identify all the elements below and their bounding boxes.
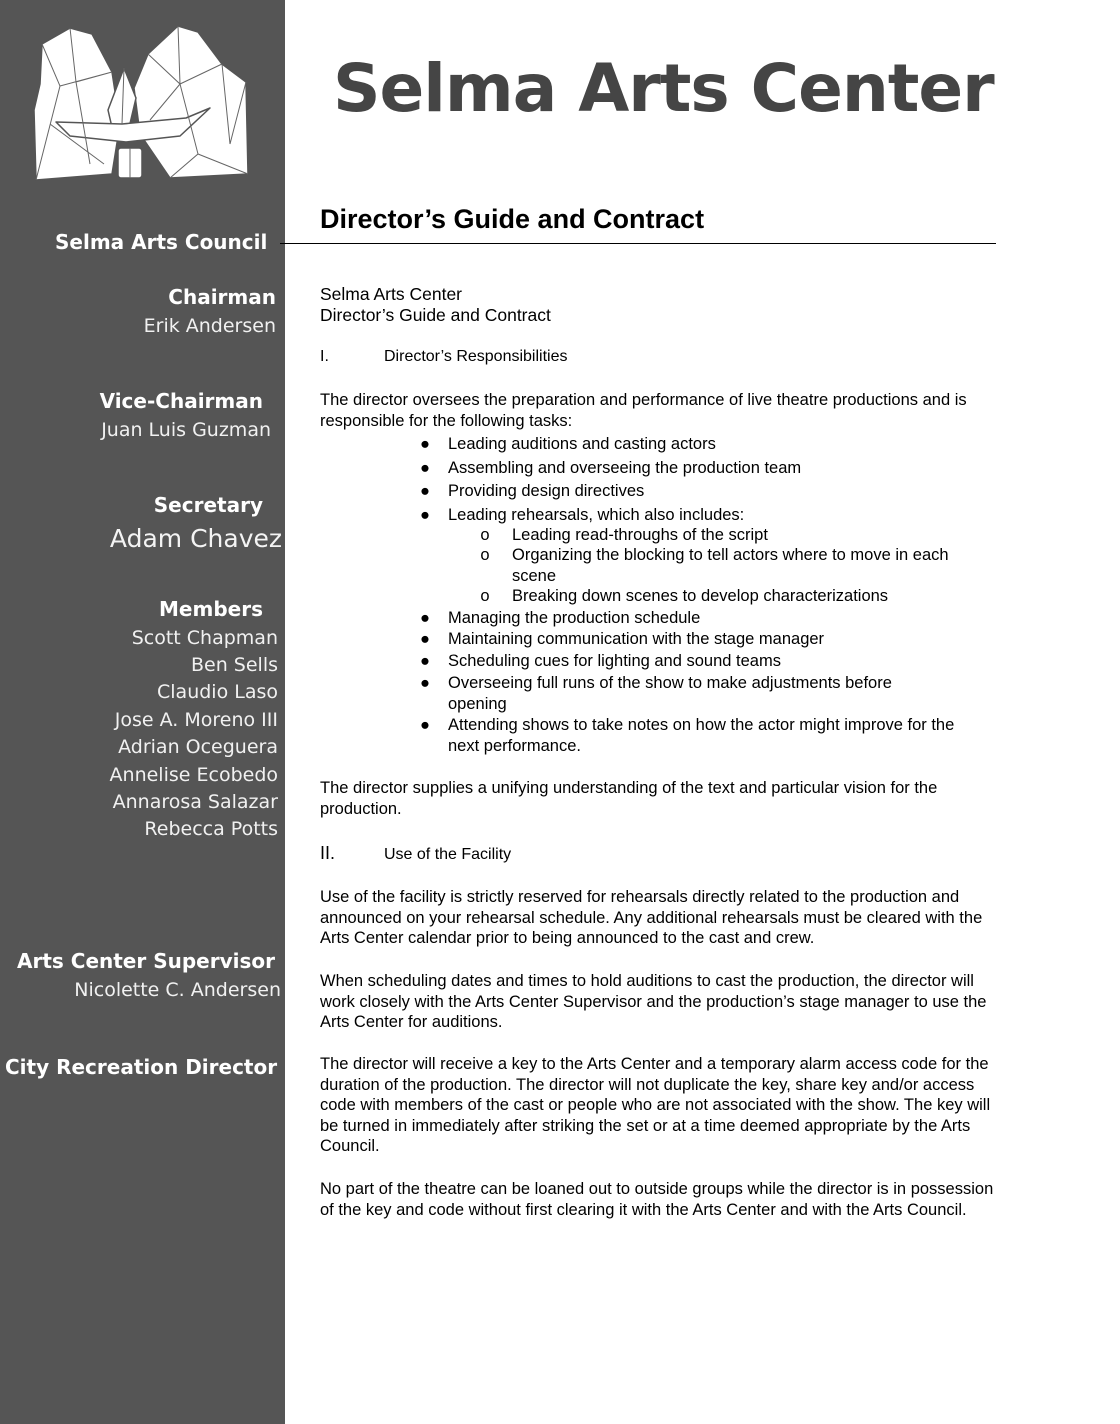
- supervisor-label: Arts Center Supervisor: [17, 949, 275, 973]
- council-title: Selma Arts Council: [55, 230, 268, 254]
- list-item: ● Attending shows to take notes on how the actor might improve for the next performance.: [448, 715, 988, 756]
- member-name: Claudio Laso: [157, 681, 278, 703]
- circle-bullet-icon: o: [480, 587, 490, 605]
- circle-bullet-icon: o: [480, 546, 490, 564]
- chairman-name: Erik Andersen: [143, 315, 276, 337]
- bullet-icon: ●: [420, 435, 430, 453]
- list-item: ● Overseeing full runs of the show to make adjustments before opening: [448, 673, 948, 714]
- list-item: ● Providing design directives: [448, 481, 988, 502]
- member-name: Ben Sells: [190, 654, 278, 676]
- intro-paragraph: The director oversees the preparation and performance of live theatre productions and is responsible for the following tasks:: [320, 391, 967, 430]
- members-label: Members: [159, 597, 263, 621]
- bullet-icon: ●: [420, 716, 430, 734]
- section-number: II.: [320, 843, 336, 863]
- chairman-label: Chairman: [168, 285, 276, 309]
- list-item: ● Leading auditions and casting actors: [448, 434, 988, 455]
- auditions-paragraph: When scheduling dates and times to hold auditions to cast the production, the director will work closely with the Arts Center Supervisor and the production’s stage manager to use the Arts Center for auditions.: [320, 972, 987, 1032]
- arts-center-logo: [30, 24, 250, 184]
- document-title: Director’s Guide and Contract: [320, 204, 705, 234]
- bullet-icon: ●: [420, 630, 430, 648]
- key-paragraph: The director will receive a key to the Arts Center and a temporary alarm access code for the duration of the production. The director will not duplicate the key, share key and/or access code with members of the cast or people who are not associated with the show. The key will be turned in immediately after striking the set or at a time deemed appropriate by the Arts Council.: [320, 1055, 991, 1156]
- sub-list-item: o Leading read-throughs of the script: [512, 525, 992, 546]
- section-heading-2: [320, 843, 511, 864]
- recreation-director-label: City Recreation Director: [5, 1055, 278, 1079]
- member-name: Rebecca Potts: [144, 818, 278, 840]
- list-item: ● Leading rehearsals, which also includes:: [448, 505, 988, 526]
- sidebar: [0, 0, 285, 1424]
- section-heading-1: [320, 348, 567, 366]
- section-title: Director’s Responsibilities: [384, 348, 568, 365]
- bullet-icon: ●: [420, 506, 430, 524]
- sub-list-item: o Breaking down scenes to develop characterizations: [512, 586, 992, 607]
- list-item: ● Maintaining communication with the stage manager: [448, 629, 988, 650]
- list-item: ● Assembling and overseeing the production team: [448, 458, 988, 479]
- member-name: Annarosa Salazar: [112, 791, 278, 813]
- supervisor-name: Nicolette C. Andersen: [74, 979, 281, 1001]
- bullet-icon: ●: [420, 482, 430, 500]
- body-line: Director’s Guide and Contract: [320, 305, 551, 325]
- member-name: Scott Chapman: [131, 627, 278, 649]
- list-item: ● Scheduling cues for lighting and sound teams: [448, 651, 988, 672]
- section-number: I.: [320, 348, 329, 365]
- secretary-name: Adam Chavez: [109, 524, 282, 553]
- page-title: Selma Arts Center: [333, 50, 994, 127]
- section-title: Use of the Facility: [384, 846, 512, 863]
- secretary-label: Secretary: [153, 493, 263, 517]
- bullet-icon: ●: [420, 652, 430, 670]
- bullet-icon: ●: [420, 459, 430, 477]
- bullet-icon: ●: [420, 674, 430, 692]
- member-name: Annelise Ecobedo: [109, 764, 278, 786]
- sub-list-item: o Organizing the blocking to tell actors where to move in each scene: [512, 545, 992, 586]
- facility-paragraph: Use of the facility is strictly reserved for rehearsals directly related to the production and announced on your rehearsal schedule. Any additional rehearsals must be cleared with the Arts Center calendar prior to being announced to the cast and crew.: [320, 888, 983, 948]
- member-name: Adrian Oceguera: [118, 736, 278, 758]
- member-name: Jose A. Moreno III: [114, 709, 278, 731]
- circle-bullet-icon: o: [480, 526, 490, 544]
- title-divider: [280, 243, 996, 244]
- vice-chairman-name: Juan Luis Guzman: [101, 419, 271, 441]
- body-line: Selma Arts Center: [320, 284, 462, 304]
- loan-paragraph: No part of the theatre can be loaned out to outside groups while the director is in possession of the key and code without first clearing it with the Arts Center and with the Arts Council.: [320, 1180, 994, 1219]
- vice-chairman-label: Vice-Chairman: [99, 389, 263, 413]
- vision-paragraph: The director supplies a unifying understanding of the text and particular vision for the production.: [320, 779, 938, 818]
- list-item: ● Managing the production schedule: [448, 608, 988, 629]
- bullet-icon: ●: [420, 609, 430, 627]
